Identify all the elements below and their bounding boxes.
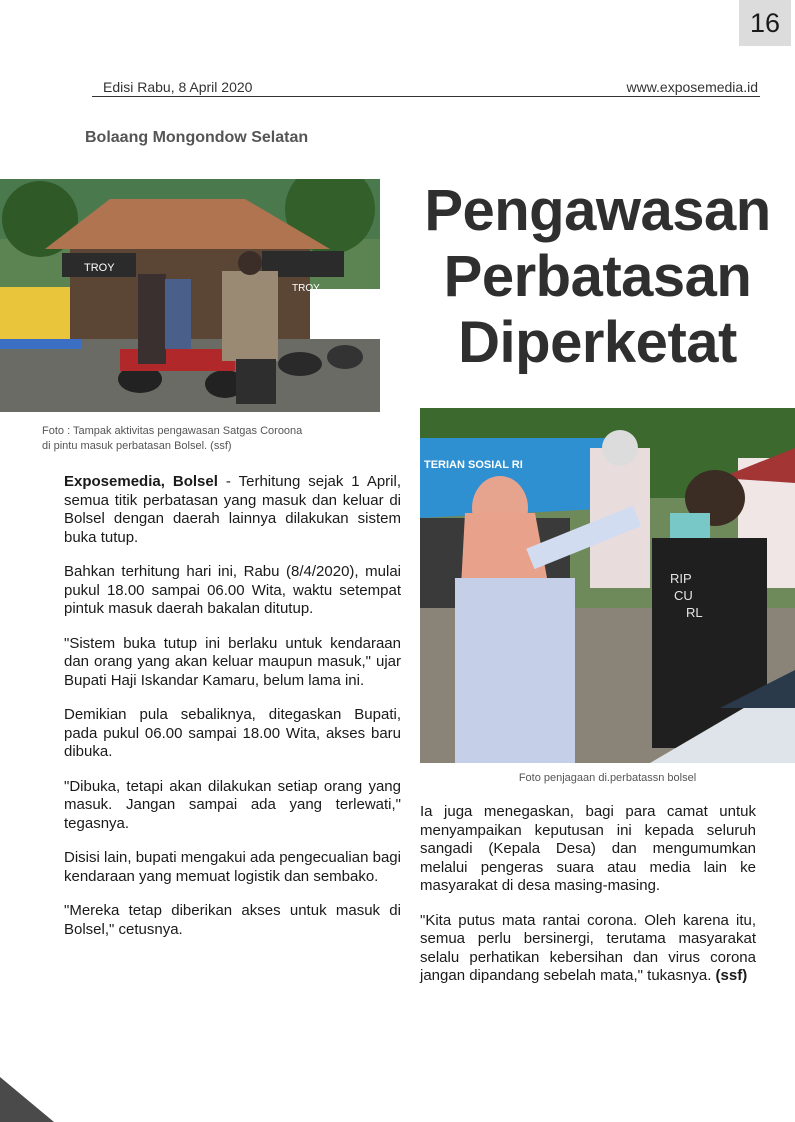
- photo-caption: Foto penjagaan di.perbatassn bolsel: [518, 772, 697, 784]
- paragraph: Ia juga menegaskan, bagi para camat untuk menyampaikan keputusan ini kepada seluruh sangadi (Kepala Desa) dan mengumumkan melalui pengeras suara atau media lain ke masyarakat di desa masing-masing.: [420, 803, 756, 894]
- paragraph-text: - Terhitung sejak 1 April, semua titik perbatasan yang masuk dan keluar di Bolsel dengan daerah lainnya dilakukan sistem buka tutup.: [64, 473, 401, 546]
- page-corner-triangle: [0, 1077, 54, 1122]
- shirt-text: RIP: [670, 571, 692, 586]
- sign-text: TROY: [292, 283, 320, 294]
- paragraph: Disisi lain, bupati mengakui ada pengecualian bagi kendaraan yang memuat logistik dan sembako.: [64, 849, 401, 885]
- paragraph: "Sistem buka tutup ini berlaku untuk kendaraan dan orang yang akan keluar maupun masuk," ujar Bupati Haji Iskandar Kamaru, belum lama ini.: [64, 634, 401, 689]
- sign-text: TROY: [84, 262, 115, 274]
- paragraph: Bahkan terhitung hari ini, Rabu (8/4/2020), mulai pukul 18.00 sampai 06.00 Wita, waktu setempat pintuk masuk daerah bakalan ditutup.: [64, 563, 401, 617]
- headline-line: Perbatasan: [443, 244, 752, 309]
- page-number: 16: [739, 0, 791, 46]
- caption-line: Foto : Tampak aktivitas pengawasan Satgas Coroona: [42, 425, 303, 437]
- header-divider: [92, 96, 760, 97]
- article-column-right: [420, 803, 756, 1002]
- temperature-check-photo: [420, 408, 795, 763]
- paragraph: [420, 912, 756, 986]
- edition-date: Edisi Rabu, 8 April 2020: [103, 79, 253, 95]
- tent-text: TERIAN SOSIAL RI: [424, 459, 523, 471]
- dateline: Exposemedia, Bolsel: [64, 473, 218, 490]
- shirt-text: RL: [686, 605, 703, 620]
- headline-line: Pengawasan: [424, 178, 771, 243]
- byline: (ssf): [715, 967, 748, 984]
- article-headline: [410, 178, 785, 376]
- photo-caption: [42, 424, 372, 454]
- paragraph: [64, 473, 401, 547]
- caption-line: di pintu masuk perbatasan Bolsel. (ssf): [42, 440, 232, 452]
- website-url: www.exposemedia.id: [626, 79, 758, 95]
- paragraph: Demikian pula sebaliknya, ditegaskan Bupati, pada pukul 06.00 sampai 18.00 Wita, akses baru dibuka.: [64, 706, 401, 760]
- shirt-text: CU: [674, 588, 693, 603]
- paragraph: "Dibuka, tetapi akan dilakukan setiap orang yang masuk. Jangan sampai ada yang terlewati," tegasnya.: [64, 777, 401, 832]
- region-label: Bolaang Mongondow Selatan: [85, 129, 309, 146]
- paragraph-text: "Kita putus mata rantai corona. Oleh karena itu, semua perlu bersinergi, terutama masyarakat selalu perhatikan kebersihan dan virus corona jangan dipandang sebelah mata," tukasnya.: [420, 911, 756, 984]
- checkpoint-photo: [0, 179, 380, 412]
- article-column-left: [64, 473, 401, 955]
- headline-line: Diperketat: [458, 310, 737, 375]
- paragraph: "Mereka tetap diberikan akses untuk masuk di Bolsel," cetusnya.: [64, 902, 401, 938]
